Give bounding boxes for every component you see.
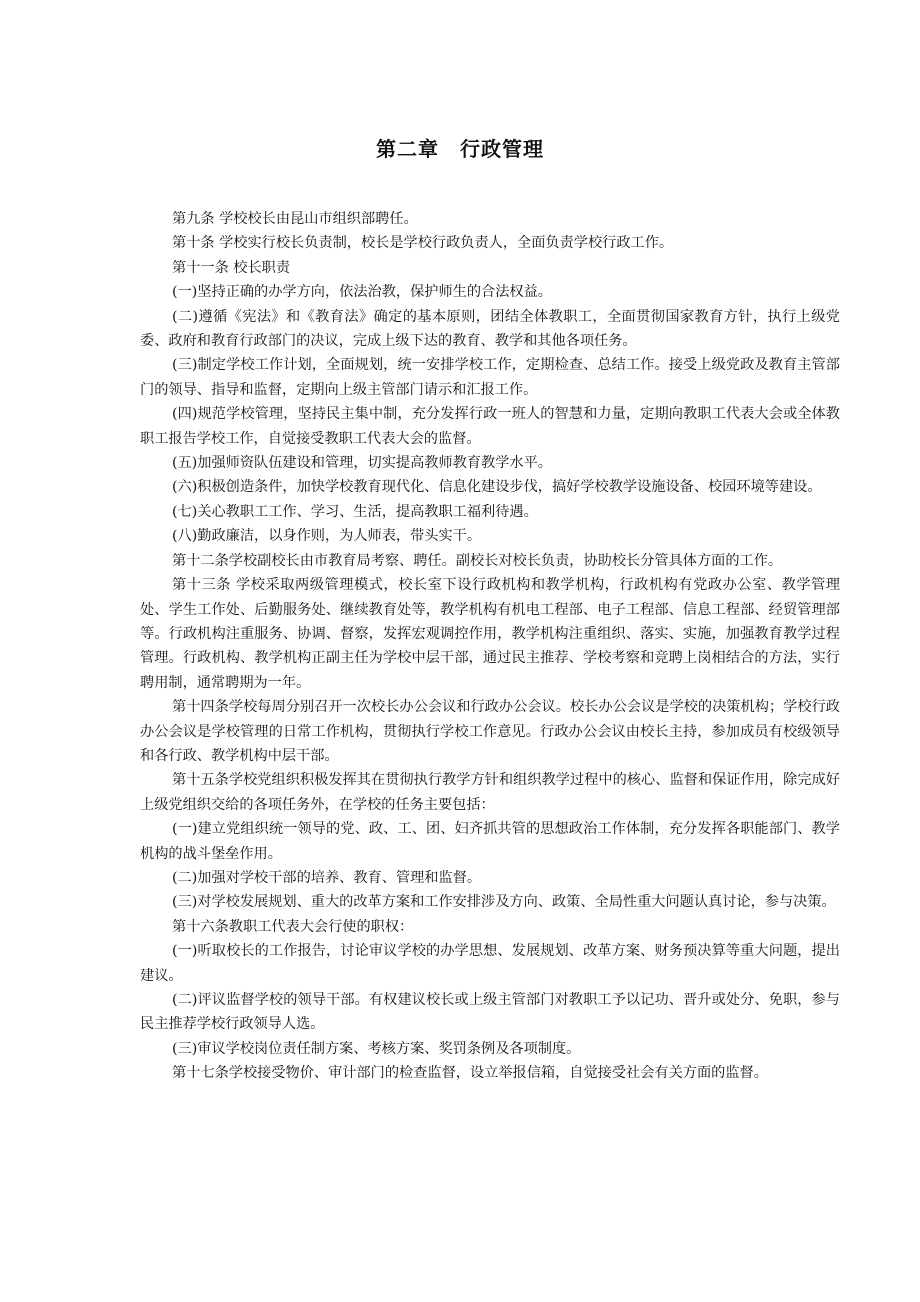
article-16-item-2: (二)评议监督学校的领导干部。有权建议校长或上级主管部门对教职工予以记功、晋升或处分、免职，参与民主推荐学校行政领导人选。 bbox=[140, 992, 840, 1033]
article-11-item-6: (六)积极创造条件，加快学校教育现代化、信息化建设步伐，搞好学校教学设施设备、校园环境等建设。 bbox=[172, 479, 822, 496]
article-11-item-3: (三)制定学校工作计划，全面规划，统一安排学校工作，定期检查、总结工作。接受上级党政及教育主管部门的领导、指导和监督，定期向上级主管部门请示和汇报工作。 bbox=[140, 357, 840, 398]
article-15: 第十五条学校党组织积极发挥其在贯彻执行教学方针和组织教学过程中的核心、监督和保证作用，除完成好上级党组织交给的各项任务外，在学校的任务主要包括： bbox=[140, 772, 840, 813]
chapter-title: 第二章 行政管理 bbox=[376, 137, 544, 162]
article-14: 第十四条学校每周分别召开一次校长办公会议和行政办公会议。校长办公会议是学校的决策机构；学校行政办公会议是学校管理的日常工作机构，贯彻执行学校工作意见。行政办公会议由校长主持，参加成员有校级领导和各行政、教学机构中层干部。 bbox=[140, 699, 840, 764]
article-12: 第十二条学校副校长由市教育局考察、聘任。副校长对校长负责，协助校长分管具体方面的工作。 bbox=[172, 552, 783, 569]
article-13: 第十三条 学校采取两级管理模式，校长室下设行政机构和教学机构，行政机构有党政办公室、教学管理处、学生工作处、后勤服务处、继续教育处等，教学机构有机电工程部、电子工程部、信息工程部、经贸管理部等。行政机构注重服务、协调、督察，发挥宏观调控作用，教学机构注重组织、落实、实施，加强教育教学过程管理。行政机构、教学机构正副主任为学校中层干部，通过民主推荐、学校考察和竞聘上岗相结合的方法，实行聘用制，通常聘期为一年。 bbox=[140, 577, 840, 691]
article-15-item-2: (二)加强对学校干部的培养、教育、管理和监督。 bbox=[172, 869, 482, 886]
article-15-item-3: (三)对学校发展规划、重大的改革方案和工作安排涉及方向、政策、全局性重大问题认真讨论，参与决策。 bbox=[172, 894, 836, 911]
article-11-item-7: (七)关心教职工工作、学习、生活，提高教职工福利待遇。 bbox=[172, 503, 538, 520]
article-17: 第十七条学校接受物价、审计部门的检查监督，设立举报信箱，自觉接受社会有关方面的监督。 bbox=[172, 1065, 768, 1082]
article-11-item-2: (二)遵循《宪法》和《教育法》确定的基本原则，团结全体教职工，全面贯彻国家教育方针，执行上级党委、政府和教育行政部门的决议，完成上级下达的教育、教学和其他各项任务。 bbox=[140, 308, 840, 350]
article-11-heading: 第十一条 校长职责 bbox=[172, 259, 291, 276]
article-11-item-5: (五)加强师资队伍建设和管理，切实提高教师教育教学水平。 bbox=[172, 455, 552, 472]
document-body bbox=[140, 207, 840, 1086]
article-11-item-1: (一)坚持正确的办学方向，依法治教，保护师生的合法权益。 bbox=[172, 284, 552, 301]
article-16: 第十六条教职工代表大会行使的职权： bbox=[172, 918, 414, 935]
article-15-item-1: (一)建立党组织统一领导的党、政、工、团、妇齐抓共管的思想政治工作体制，充分发挥各职能部门、教学机构的战斗堡垒作用。 bbox=[140, 821, 840, 862]
article-16-item-1: (一)听取校长的工作报告，讨论审议学校的办学思想、发展规划、改革方案、财务预决算等重大问题，提出建议。 bbox=[140, 943, 840, 984]
article-9: 第九条 学校校长由昆山市组织部聘任。 bbox=[172, 211, 418, 227]
article-16-item-3: (三)审议学校岗位责任制方案、考核方案、奖罚条例及各项制度。 bbox=[172, 1040, 581, 1057]
article-11-item-4: (四)规范学校管理，坚持民主集中制，充分发挥行政一班人的智慧和力量，定期向教职工代表大会或全体教职工报告学校工作，自觉接受教职工代表大会的监督。 bbox=[140, 406, 840, 447]
article-11-item-8: (八)勤政廉洁，以身作则，为人师表，带头实干。 bbox=[172, 528, 482, 545]
article-10: 第十条 学校实行校长负责制，校长是学校行政负责人，全面负责学校行政工作。 bbox=[172, 235, 674, 252]
